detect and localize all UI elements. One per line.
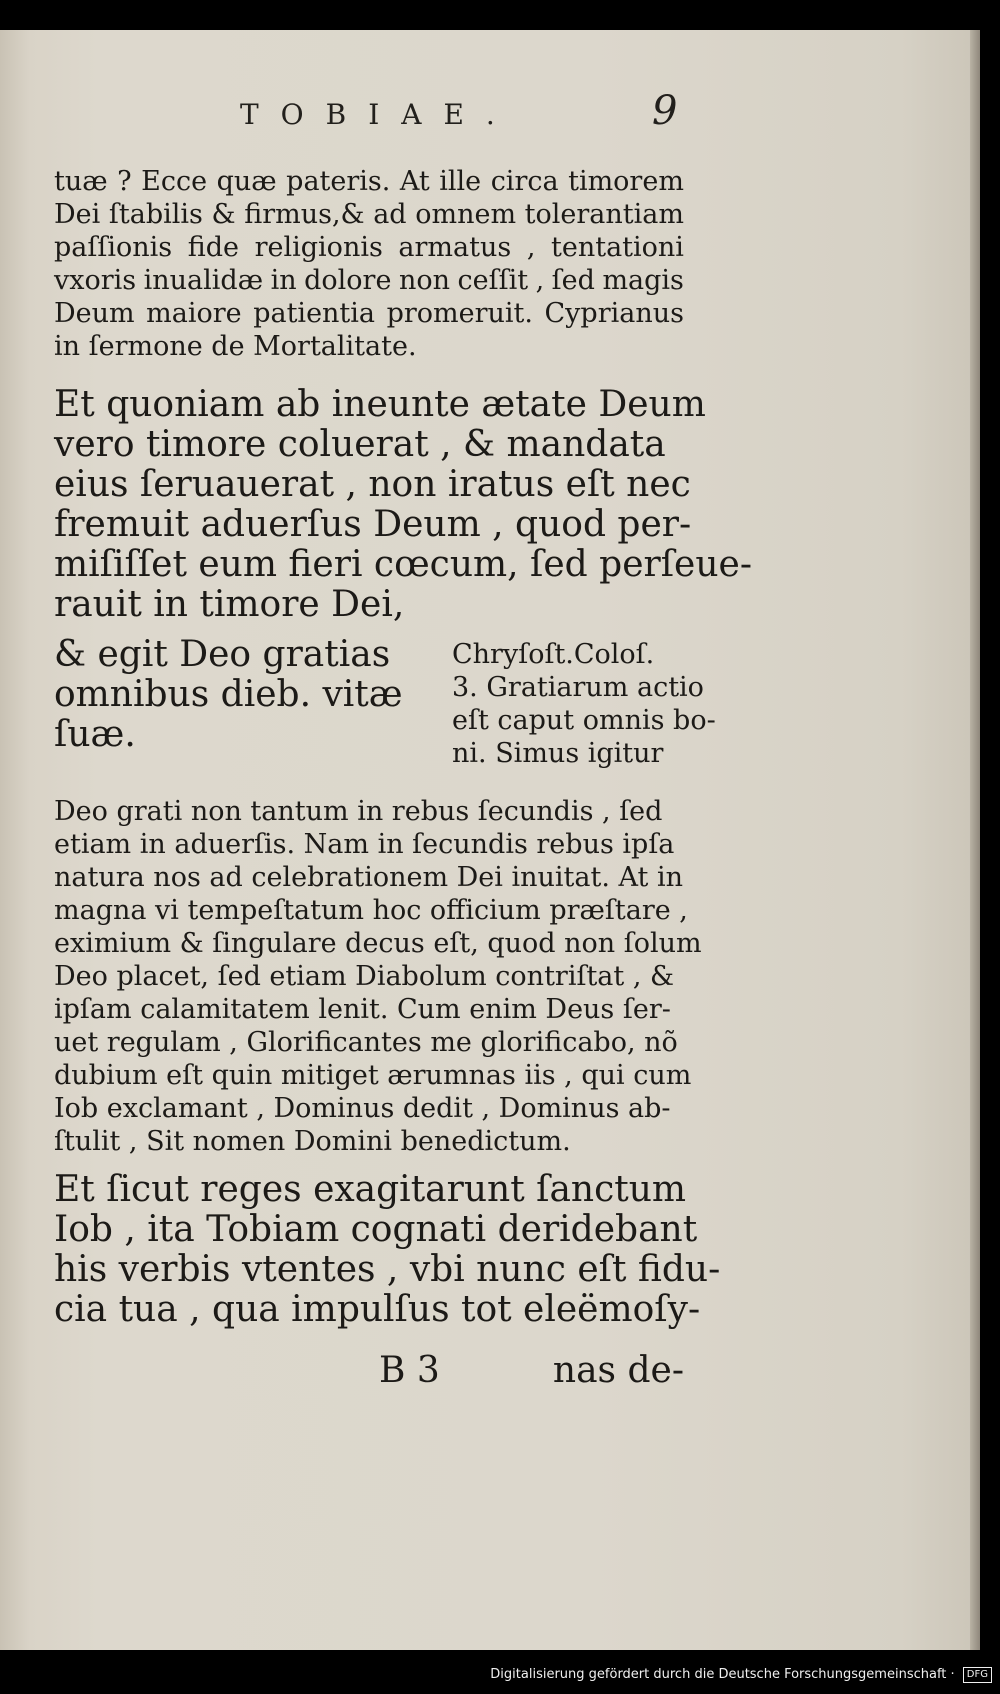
text-line: 3. Gratiarum actio (452, 672, 704, 703)
catch-row (54, 1350, 684, 1394)
text-line: cia tua , qua impulſus tot eleëmoſy- (54, 1289, 701, 1330)
book-page (0, 30, 980, 1650)
text-line: Dei ſtabilis & firmus,& ad omnem tolerantiam (54, 199, 684, 230)
text-line: natura nos ad celebrationem Dei inuitat. At in (54, 862, 683, 893)
catchword: nas de- (552, 1350, 684, 1391)
text-line: miſiſſet eum fieri cœcum, ſed perſeue- (54, 544, 752, 585)
text-line: ni. Simus igitur (452, 738, 664, 769)
text-line: tuæ ? Ecce quæ pateris. At ille circa timorem (54, 166, 684, 197)
text-line: dubium eſt quin mitiget ærumnas iis , qui cum (54, 1060, 692, 1091)
signature-mark: B 3 (379, 1350, 440, 1391)
verse-continuation (54, 634, 403, 755)
main-paragraph-2 (54, 1169, 721, 1330)
text-line: fremuit aduerſus Deum , quod per- (54, 504, 692, 545)
split-block (54, 634, 716, 785)
quotation-block (54, 165, 684, 363)
text-line: Deo placet, ſed etiam Diabolum contriſtat , & (54, 961, 675, 992)
text-line: vxoris inualidæ in dolore non ceſſit , ſed magis (54, 265, 684, 296)
text-line: ipſam calamitatem lenit. Cum enim Deus ſer- (54, 994, 671, 1025)
text-line: in ſermone de Mortalitate. (54, 331, 417, 362)
text-line: uet regulam , Glorificantes me glorificabo, nõ (54, 1027, 678, 1058)
text-line: vero timore coluerat , & mandata (54, 424, 666, 465)
text-line: Deo grati non tantum in rebus ſecundis , ſed (54, 796, 663, 827)
page-number: 9 (652, 88, 678, 134)
text-line: Iob , ita Tobiam cognati deridebant (54, 1209, 698, 1250)
text-line: ſtulit , Sit nomen Domini benedictum. (54, 1126, 571, 1157)
text-line: eius ſeruauerat , non iratus eſt nec (54, 464, 691, 505)
text-line: Deum maiore patientia promeruit. Cyprianus (54, 298, 684, 329)
text-line: & egit Deo gratias (54, 634, 391, 675)
text-line: his verbis vtentes , vbi nunc eſt fidu- (54, 1249, 721, 1290)
text-line: Chryſoſt.Coloſ. (452, 639, 655, 670)
text-line: etiam in aduerſis. Nam in ſecundis rebus ipſa (54, 829, 675, 860)
footer-credit: Digitalisierung gefördert durch die Deutsche Forschungsgemeinschaft · (490, 1667, 955, 1682)
text-line: Iob exclamant , Dominus dedit , Dominus ab- (54, 1093, 671, 1124)
digitization-footer (0, 1662, 1000, 1688)
text-line: Et ſicut reges exagitarunt ſanctum (54, 1169, 687, 1210)
text-line: eximium & ſingulare decus eſt, quod non ſolum (54, 928, 702, 959)
text-line: eſt caput omnis bo- (452, 705, 716, 736)
commentary-start (452, 638, 734, 770)
main-paragraph-1 (54, 384, 752, 625)
text-line: Et quoniam ab ineunte ætate Deum (54, 384, 706, 425)
text-line: ſuæ. (54, 714, 136, 755)
commentary-block (54, 795, 702, 1158)
text-line: rauit in timore Dei, (54, 584, 405, 625)
text-line: magna vi tempeſtatum hoc officium præſtare , (54, 895, 688, 926)
running-head: TOBIAE. (240, 98, 517, 131)
dfg-logo-icon: DFG (963, 1667, 992, 1683)
page-edge (970, 30, 980, 1650)
text-line: paſſionis fide religionis armatus , tentationi (54, 232, 684, 263)
text-line: omnibus dieb. vitæ (54, 674, 403, 715)
